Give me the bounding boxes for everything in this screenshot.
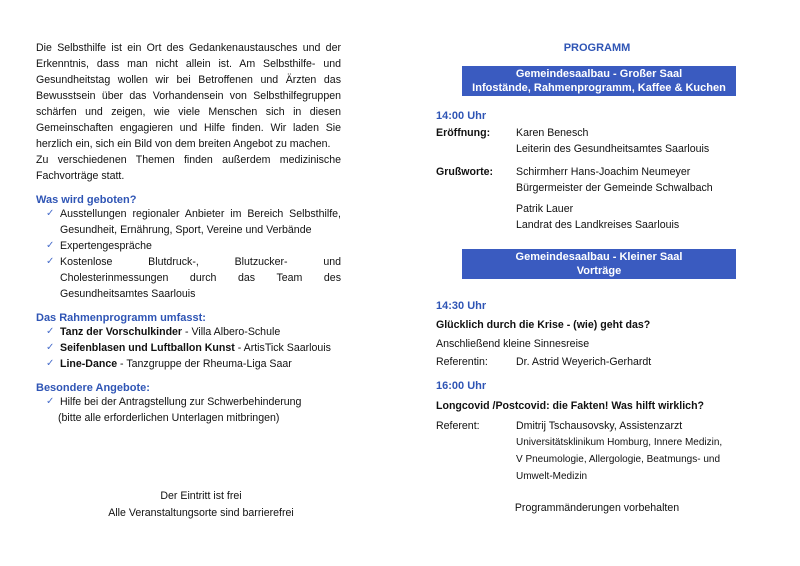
list-item: ✓ Kostenlose Blutdruck-, Blutzucker- und Cholesterinmessungen durch das Team des Gesundheitsamtes Saarlouis (46, 256, 341, 300)
opening-name: Karen Benesch (516, 127, 589, 139)
time-1400: 14:00 Uhr (436, 110, 487, 122)
program-change-note: Programmänderungen vorbehalten (514, 502, 680, 514)
talk2-ref-line3: V Pneumologie, Allergologie, Beatmungs- und (516, 454, 721, 465)
talk2-ref-name: Dmitrij Tschausovsky, Assistenzarzt (516, 420, 683, 432)
list-item: ✓ Expertengespräche (46, 240, 152, 252)
talk2-ref-label: Referent: (436, 420, 480, 432)
accessible-note: Alle Veranstaltungsorte sind barrierefrei (108, 507, 294, 519)
list-item: ✓ Line-Dance - Tanzgruppe der Rheuma-Liga Saar (46, 358, 292, 370)
check-icon: ✓ (46, 358, 55, 369)
venue-bar-large-hall: Gemeindesaalbau - Großer Saal Infostände, Rahmenprogramm, Kaffee & Kuchen (462, 66, 736, 96)
left-column (36, 40, 341, 426)
talk1-ref-name: Dr. Astrid Weyerich-Gerhardt (516, 356, 652, 368)
program-title: PROGRAMM (563, 42, 631, 54)
talk2-ref-line2: Universitätsklinikum Homburg, Innere Medizin, (516, 437, 723, 448)
talk1-ref-label: Referentin: (436, 356, 488, 368)
venue-bar-small-hall: Gemeindesaalbau - Kleiner Saal Vorträge (462, 249, 736, 279)
greet2-name: Patrik Lauer (516, 203, 574, 215)
intro-paragraph-2: Zu verschiedenen Themen finden außerdem medizinische Fachvorträge statt. (36, 154, 341, 182)
check-icon: ✓ (46, 208, 55, 219)
footer-left (36, 488, 366, 522)
check-icon: ✓ (46, 326, 55, 337)
intro-paragraph: Die Selbsthilfe ist ein Ort des Gedankenaustausches und der Erkenntnis, dass man nicht allein ist. Am Selbsthilfe- und Gesundheitstag wollen wir bei Betroffenen und Ärzten das Bewusstsein über das Vorhandensein von Selbsthilfegruppen schärfen und zeigen, wie viele Menschen sich in diesen Gemeinschaften engagieren und Hilfe finden. Wir laden Sie herzlich ein, sich ein Bild von dem breiten Angebot zu machen. (36, 42, 341, 150)
greet1-name: Schirmherr Hans-Joachim Neumeyer (516, 166, 691, 178)
special-note: (bitte alle erforderlichen Unterlagen mitbringen) (58, 412, 280, 424)
list-item: ✓ Ausstellungen regionaler Anbieter im Bereich Selbsthilfe, Gesundheit, Ernährung, Sport, Vereine und Verbände (46, 208, 341, 236)
check-icon: ✓ (46, 256, 55, 267)
greetings-label: Grußworte: (436, 166, 494, 178)
time-1600: 16:00 Uhr (436, 380, 487, 392)
list-item: ✓ Tanz der Vorschulkinder - Villa Albero-Schule (46, 326, 281, 338)
special-heading: Besondere Angebote: (36, 382, 150, 394)
frame-heading: Das Rahmenprogramm umfasst: (36, 312, 206, 324)
check-icon: ✓ (46, 342, 55, 353)
greet1-role: Bürgermeister der Gemeinde Schwalbach (516, 182, 713, 194)
opening-label: Eröffnung: (436, 127, 491, 139)
list-item: ✓ Hilfe bei der Antragstellung zur Schwerbehinderung (46, 396, 302, 408)
opening-role: Leiterin des Gesundheitsamtes Saarlouis (516, 143, 710, 155)
offer-heading: Was wird geboten? (36, 194, 137, 206)
talk1-subtitle: Anschließend kleine Sinnesreise (436, 338, 590, 350)
talk1-title: Glücklich durch die Krise - (wie) geht das? (436, 319, 651, 331)
check-icon: ✓ (46, 396, 55, 407)
entry-free: Der Eintritt ist frei (160, 490, 242, 502)
talk2-title: Longcovid /Postcovid: die Fakten! Was hilft wirklich? (436, 400, 705, 412)
time-1430: 14:30 Uhr (436, 300, 487, 312)
check-icon: ✓ (46, 240, 55, 251)
greet2-role: Landrat des Landkreises Saarlouis (516, 219, 680, 231)
talk2-ref-line4: Umwelt-Medizin (516, 471, 588, 482)
list-item: ✓ Seifenblasen und Luftballon Kunst - ArtisTick Saarlouis (46, 342, 331, 354)
